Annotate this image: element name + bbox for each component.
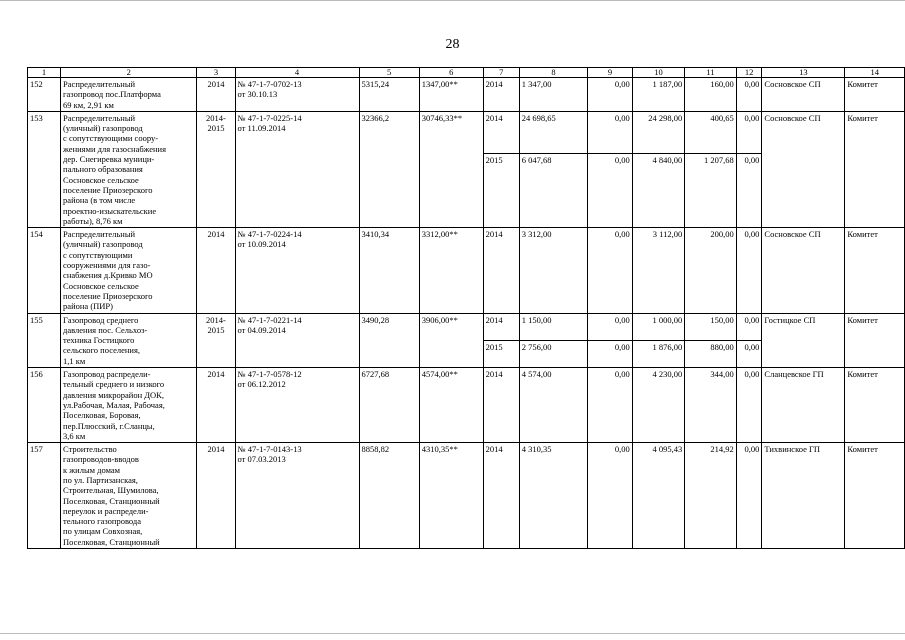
total-funding-cell: 30746,33** [419,111,483,227]
total-funding-cell: 4310,35** [419,443,483,549]
period-line: 2015 [207,324,225,335]
total-funding-cell: 3906,00** [419,313,483,367]
period-line: 2014- [206,112,226,123]
regional-budget-cell: 24 298,00 [632,111,685,153]
object-name-cell [61,78,197,112]
object-name-line: проектно-изыскательские [63,205,157,216]
amount-total-cell: 2 756,00 [519,340,588,367]
approval-line: № 47-1-7-0578-12 [237,369,302,380]
object-name-line: по ул. Партизанская, [63,474,138,485]
object-name-line: сооружениями для газо- [63,260,151,271]
object-name-line: переулок и распредели- [63,505,149,516]
row-number-cell: 154 [28,228,61,313]
approval-line: от 06.12.2012 [237,379,286,390]
object-name-line: района (ПИР) [63,301,113,312]
total-funding-cell: 3312,00** [419,228,483,313]
customer-cell: Комитет [845,313,905,367]
object-name-line: работы), 8,76 км [63,215,123,226]
row-number-cell: 153 [28,111,61,227]
regional-budget-cell: 4 840,00 [632,153,685,227]
object-name-line: с сопутствующими соору- [63,133,159,144]
column-header: 8 [519,68,588,78]
object-name-line: Поселковая, Боровая, [63,410,141,421]
amount-total-cell: 4 310,35 [519,443,588,549]
other-sources-cell: 0,00 [736,443,762,549]
customer-cell: Комитет [845,78,905,112]
object-name-cell [61,313,197,367]
object-name-line: поселение Приозерского [63,184,153,195]
column-header: 5 [359,68,419,78]
object-name-line: газопроводов-вводов [63,454,139,465]
year-cell: 2015 [483,340,519,367]
approval-line: от 07.03.2013 [237,454,286,465]
local-budget-cell: 880,00 [685,340,737,367]
object-name-line: снабжения д.Кривко МО [63,270,153,281]
column-header: 12 [736,68,762,78]
municipality-cell: Сосновское СП [762,228,845,313]
estimated-cost-cell: 8858,82 [359,443,419,549]
local-budget-cell: 214,92 [685,443,737,549]
object-name-line: давления микрорайон ДОК, [63,389,164,400]
object-name-line: Распределительный [63,229,136,240]
other-sources-cell: 0,00 [736,368,762,443]
column-number-row [28,68,905,78]
approval-line: от 11.09.2014 [237,123,286,134]
object-name-line: Поселковая, Станционный [63,536,160,547]
customer-cell: Комитет [845,443,905,549]
period-cell [197,443,235,549]
gas-pipeline-table [27,67,905,549]
object-name-cell [61,111,197,227]
regional-budget-cell: 1 876,00 [632,340,685,367]
table-row [28,368,905,443]
table-body [28,68,905,549]
regional-budget-cell: 4 095,43 [632,443,685,549]
approval-line: № 47-1-7-0143-13 [237,444,302,455]
table-row [28,443,905,549]
top-border-line [0,0,905,1]
approval-cell [235,228,359,313]
approval-line: от 04.09.2014 [237,324,286,335]
estimated-cost-cell: 5315,24 [359,78,419,112]
local-budget-cell: 1 207,68 [685,153,737,227]
object-name-line: Распределительный [63,112,136,123]
object-name-line: жениями для газоснабжения [63,143,167,154]
federal-budget-cell: 0,00 [588,111,632,153]
object-name-line: ул.Рабочая, Малая, Рабочая, [63,399,165,410]
object-name-line: Сосновское сельское [63,280,139,291]
approval-cell [235,78,359,112]
row-number-cell: 157 [28,443,61,549]
local-budget-cell: 160,00 [685,78,737,112]
estimated-cost-cell: 3410,34 [359,228,419,313]
column-header: 4 [235,68,359,78]
year-cell: 2014 [483,368,519,443]
approval-cell [235,443,359,549]
object-name-line: (уличный) газопровод [63,239,143,250]
amount-total-cell: 1 150,00 [519,313,588,340]
object-name-cell [61,443,197,549]
object-name-line: техника Гостицкого [63,335,135,346]
page-number: 28 [445,37,460,52]
federal-budget-cell: 0,00 [588,443,632,549]
approval-line: № 47-1-7-0224-14 [237,229,302,240]
column-header: 13 [762,68,845,78]
object-name-line: дер. Снегиревка муници- [63,154,155,165]
period-cell [197,313,235,367]
estimated-cost-cell: 32366,2 [359,111,419,227]
municipality-cell: Сосновское СП [762,78,845,112]
column-header: 7 [483,68,519,78]
object-name-line: с сопутствующими [63,249,133,260]
year-cell: 2014 [483,313,519,340]
object-name-line: тельный среднего и низкого [63,379,165,390]
year-cell: 2014 [483,443,519,549]
table-row [28,78,905,112]
other-sources-cell: 0,00 [736,153,762,227]
period-line: 2014 [207,444,225,455]
year-cell: 2014 [483,111,519,153]
federal-budget-cell: 0,00 [588,153,632,227]
object-name-line: 69 км, 2,91 км [63,99,114,110]
municipality-cell: Сланцевское ГП [762,368,845,443]
total-funding-cell: 1347,00** [419,78,483,112]
federal-budget-cell: 0,00 [588,228,632,313]
object-name-line: Поселковая, Станционный [63,495,160,506]
amount-total-cell: 1 347,00 [519,78,588,112]
object-name-line: Строительная, Шумилова, [63,485,159,496]
municipality-cell: Сосновское СП [762,111,845,227]
object-name-line: (уличный) газопровод [63,123,143,134]
object-name-line: пер.Плюсский, г.Сланцы, [63,420,155,431]
approval-line: от 30.10.13 [237,89,278,100]
amount-total-cell: 24 698,65 [519,111,588,153]
object-name-line: поселение Приозерского [63,290,153,301]
row-number-cell: 152 [28,78,61,112]
object-name-line: Строительство [63,444,117,455]
table-row [28,313,905,340]
object-name-line: района (в том числе [63,195,136,206]
object-name-line: давления пос. Сельхоз- [63,324,148,335]
local-budget-cell: 150,00 [685,313,737,340]
customer-cell: Комитет [845,228,905,313]
federal-budget-cell: 0,00 [588,78,632,112]
column-header: 11 [685,68,737,78]
column-header: 6 [419,68,483,78]
federal-budget-cell: 0,00 [588,340,632,367]
column-header: 1 [28,68,61,78]
object-name-line: Распределительный [63,79,136,89]
local-budget-cell: 344,00 [685,368,737,443]
period-line: 2014 [207,369,225,380]
bottom-border-line [0,633,905,634]
table-row [28,111,905,153]
object-name-cell [61,368,197,443]
column-header: 3 [197,68,235,78]
object-name-line: по улицам Совхозная, [63,526,143,537]
object-name-line: тельного газопровода [63,516,142,527]
year-cell: 2014 [483,228,519,313]
object-name-line: сельского поселения, [63,345,140,356]
period-line: 2014 [207,79,225,89]
approval-cell [235,368,359,443]
object-name-line: к жилым домам [63,464,121,475]
period-cell [197,368,235,443]
approval-line: № 47-1-7-0225-14 [237,112,302,123]
period-cell [197,78,235,112]
object-name-line: пального образования [63,164,143,175]
approval-line: № 47-1-7-0702-13 [237,79,302,89]
object-name-cell [61,228,197,313]
other-sources-cell: 0,00 [736,228,762,313]
approval-cell [235,111,359,227]
year-cell: 2015 [483,153,519,227]
amount-total-cell: 6 047,68 [519,153,588,227]
column-header: 10 [632,68,685,78]
period-line: 2014 [207,229,225,240]
period-line: 2015 [207,123,225,134]
other-sources-cell: 0,00 [736,111,762,153]
regional-budget-cell: 3 112,00 [632,228,685,313]
federal-budget-cell: 0,00 [588,313,632,340]
approval-line: от 10.09.2014 [237,239,286,250]
other-sources-cell: 0,00 [736,340,762,367]
object-name-line: Сосновское сельское [63,174,139,185]
year-cell: 2014 [483,78,519,112]
approval-cell [235,313,359,367]
total-funding-cell: 4574,00** [419,368,483,443]
column-header: 2 [61,68,197,78]
object-name-line: 3,6 км [63,430,86,441]
approval-line: № 47-1-7-0221-14 [237,314,302,325]
amount-total-cell: 3 312,00 [519,228,588,313]
estimated-cost-cell: 3490,28 [359,313,419,367]
row-number-cell: 156 [28,368,61,443]
customer-cell: Комитет [845,111,905,227]
federal-budget-cell: 0,00 [588,368,632,443]
local-budget-cell: 200,00 [685,228,737,313]
column-header: 14 [845,68,905,78]
table-row [28,228,905,313]
period-cell [197,111,235,227]
municipality-cell: Тихвинское ГП [762,443,845,549]
period-line: 2014- [206,314,226,325]
row-number-cell: 155 [28,313,61,367]
regional-budget-cell: 4 230,00 [632,368,685,443]
other-sources-cell: 0,00 [736,78,762,112]
customer-cell: Комитет [845,368,905,443]
municipality-cell: Гостицкое СП [762,313,845,367]
regional-budget-cell: 1 187,00 [632,78,685,112]
period-cell [197,228,235,313]
estimated-cost-cell: 6727,68 [359,368,419,443]
object-name-line: газопровод пос.Платформа [63,89,161,100]
object-name-line: Газопровод среднего [63,314,139,325]
object-name-line: Газопровод распредели- [63,369,151,380]
amount-total-cell: 4 574,00 [519,368,588,443]
other-sources-cell: 0,00 [736,313,762,340]
regional-budget-cell: 1 000,00 [632,313,685,340]
object-name-line: 1,1 км [63,355,86,366]
column-header: 9 [588,68,632,78]
local-budget-cell: 400,65 [685,111,737,153]
